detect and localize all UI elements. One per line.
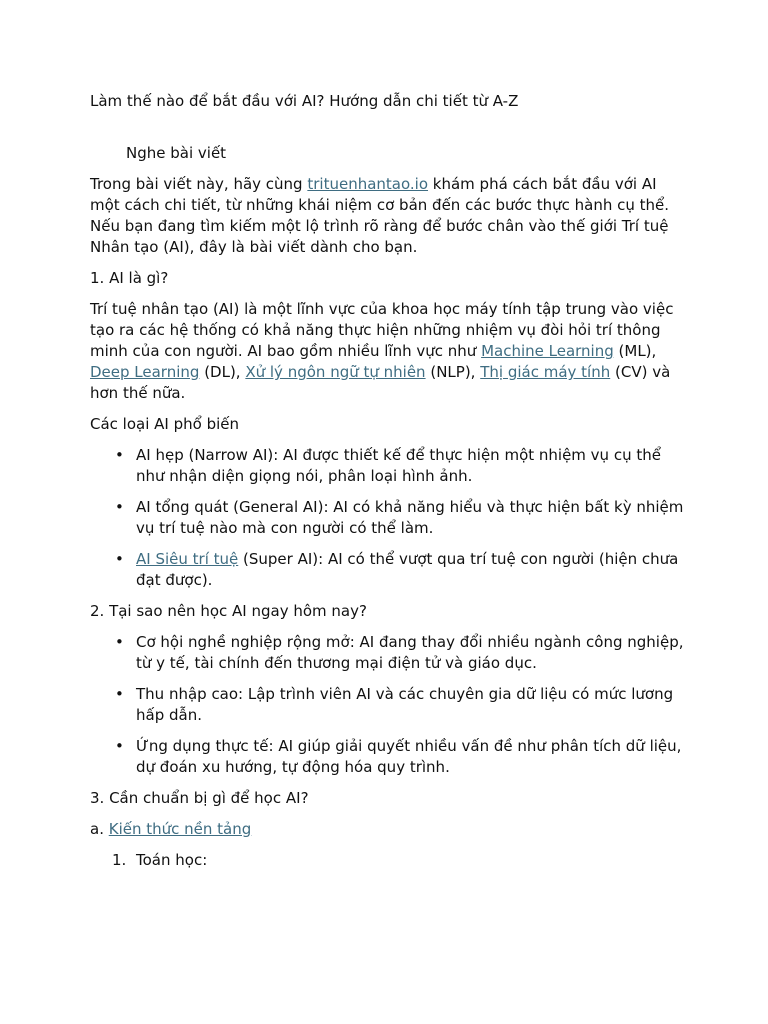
section-1-heading: 1. AI là gì? [90,269,169,287]
definition-text-3: (DL), [199,363,246,381]
super-ai-text: (Super AI): AI có thể vượt qua trí tuệ con người (hiện chưa đạt được). [136,550,679,589]
super-ai-link[interactable]: AI Siêu trí tuệ [136,550,239,568]
list-item [112,850,690,871]
deep-learning-link[interactable]: Deep Learning [90,363,200,381]
foundation-knowledge-link[interactable]: Kiến thức nền tảng [108,820,252,838]
nlp-link[interactable]: Xử lý ngôn ngữ tự nhiên [245,363,426,381]
definition-text-1: Trí tuệ nhân tạo (AI) là một lĩnh vực của khoa học máy tính tập trung vào việc tạo ra các hệ thống có khả năng thực hiện những nhiệm vụ đòi hỏi trí thông minh của con người. AI bao gồm nhiều lĩnh vực như [90,300,674,360]
definition-text-4: (NLP), [425,363,481,381]
why-learn-ai-list [90,632,690,778]
definition-text-5: (CV) và hơn thế nữa. [90,363,671,402]
math-item-text: Toán học: [136,851,208,869]
intro-text-1: Trong bài viết này, hãy cùng [90,175,308,193]
bullet-icon: • [115,498,124,516]
high-income-text: Thu nhập cao: Lập trình viên AI và các chuyên gia dữ liệu có mức lương hấp dẫn. [136,685,674,724]
intro-paragraph [90,174,690,258]
intro-text-2: khám phá cách bắt đầu với AI một cách chi tiết, từ những khái niệm cơ bản đến các bước thực hành cụ thể. Nếu bạn đang tìm kiếm một lộ trình rõ ràng để bước chân vào thế giới Trí tuệ Nhân tạo (AI), đây là bài viết dành cho bạn. [90,175,670,256]
list-item [115,684,690,726]
list-item [115,445,690,487]
practical-application-text: Ứng dụng thực tế: AI giúp giải quyết nhiều vấn đề như phân tích dữ liệu, dự đoán xu hướng, tự động hóa quy trình. [136,737,682,776]
list-item [115,736,690,778]
article [90,91,690,871]
section-3-heading: 3. Cần chuẩn bị gì để học AI? [90,789,309,807]
ai-types-list [90,445,690,591]
bullet-icon: • [115,685,124,703]
subheading-prefix: a. [90,820,109,838]
ai-definition-paragraph [90,299,690,404]
ai-types-heading: Các loại AI phổ biến [90,415,240,433]
bullet-icon: • [115,633,124,651]
section-2-heading: 2. Tại sao nên học AI ngay hôm nay? [90,602,367,620]
list-number: 1. [112,851,127,869]
foundation-knowledge-subheading [90,819,690,840]
bullet-icon: • [115,446,124,464]
list-item [115,632,690,674]
definition-text-2: (ML), [613,342,657,360]
machine-learning-link[interactable]: Machine Learning [481,342,614,360]
trituenhantao-link[interactable]: trituenhantao.io [307,175,429,193]
general-ai-text: AI tổng quát (General AI): AI có khả năng hiểu và thực hiện bất kỳ nhiệm vụ trí tuệ nào mà con người có thể làm. [136,498,684,537]
career-opportunity-text: Cơ hội nghề nghiệp rộng mở: AI đang thay đổi nhiều ngành công nghiệp, từ y tế, tài chính đến thương mại điện tử và giáo dục. [136,633,684,672]
bullet-icon: • [115,550,124,568]
bullet-icon: • [115,737,124,755]
list-item [115,497,690,539]
article-title: Làm thế nào để bắt đầu với AI? Hướng dẫn chi tiết từ A-Z [90,92,519,110]
computer-vision-link[interactable]: Thị giác máy tính [480,363,611,381]
narrow-ai-text: AI hẹp (Narrow AI): AI được thiết kế để thực hiện một nhiệm vụ cụ thể như nhận diện giọng nói, phân loại hình ảnh. [136,446,661,485]
foundation-list [90,850,690,871]
listen-to-article-button[interactable]: Nghe bài viết [126,144,227,162]
list-item [115,549,690,591]
